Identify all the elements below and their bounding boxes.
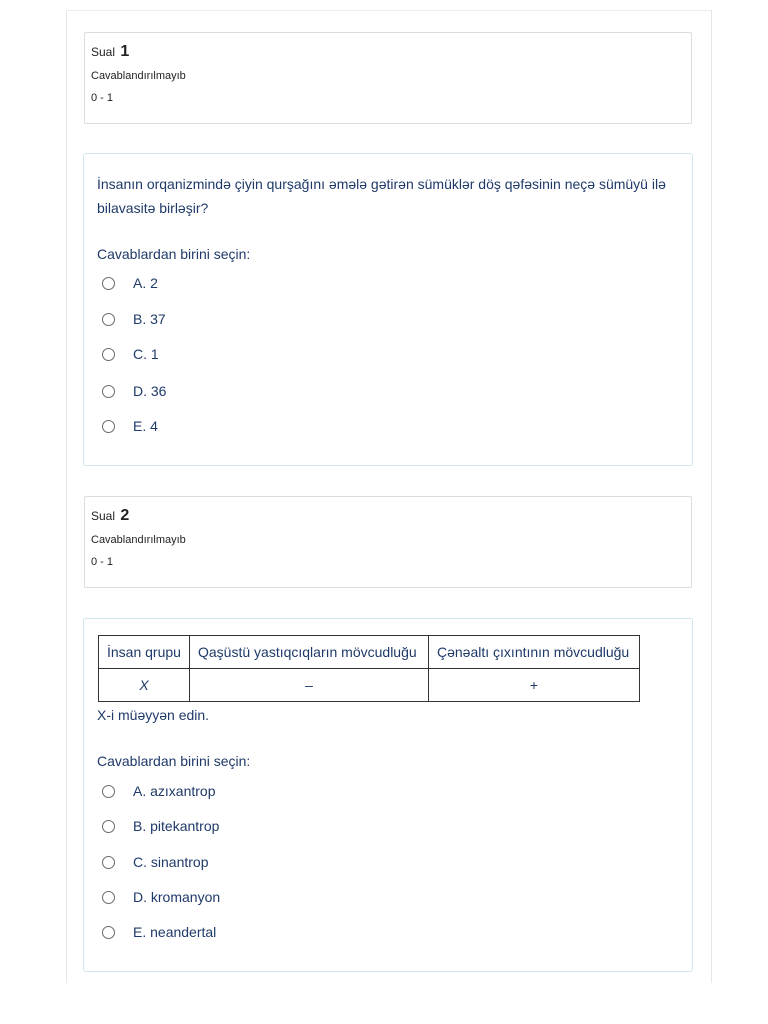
answer-option-d[interactable]: [102, 886, 220, 908]
question-number: [91, 507, 685, 525]
table-header-cell: Qaşüstü yastıqcıqların mövcudluğu: [190, 636, 429, 669]
answer-option-a[interactable]: [102, 272, 158, 294]
radio-button[interactable]: [102, 856, 115, 869]
question-number-value: 2: [120, 507, 130, 524]
question-label: Sual: [91, 45, 116, 59]
table-header-cell: Çənəaltı çıxıntının mövcudluğu: [429, 636, 640, 669]
question-table: [98, 635, 640, 702]
radio-button[interactable]: [102, 348, 115, 361]
answer-option-d[interactable]: [102, 380, 166, 402]
answer-option-b[interactable]: [102, 308, 166, 330]
answer-option-e[interactable]: [102, 921, 216, 943]
table-cell: X: [99, 669, 190, 702]
option-label: D. 36: [133, 383, 167, 399]
question-1-info: [84, 32, 692, 124]
radio-button[interactable]: [102, 926, 115, 939]
option-label: A. 2: [133, 275, 158, 291]
option-label: C. 1: [133, 346, 159, 362]
answer-option-c[interactable]: [102, 851, 208, 873]
answer-prompt: Cavablardan birini seçin:: [97, 753, 251, 769]
radio-button[interactable]: [102, 277, 115, 290]
option-label: A. azıxantrop: [133, 783, 216, 799]
table-header-cell: İnsan qrupu: [99, 636, 190, 669]
radio-button[interactable]: [102, 313, 115, 326]
radio-button[interactable]: [102, 420, 115, 433]
question-text: İnsanın orqanizmində çiyin qurşağını əmələ gətirən sümüklər döş qəfəsinin neçə sümüyü ilə bilavasitə birləşir?: [97, 176, 666, 216]
answer-option-b[interactable]: [102, 815, 219, 837]
question-2-content: [83, 618, 693, 972]
answer-option-c[interactable]: [102, 343, 159, 365]
radio-button[interactable]: [102, 891, 115, 904]
option-label: E. 4: [133, 418, 158, 434]
radio-button[interactable]: [102, 785, 115, 798]
option-label: B. pitekantrop: [133, 818, 220, 834]
option-label: B. 37: [133, 311, 166, 327]
answer-option-e[interactable]: [102, 415, 158, 437]
option-label: E. neandertal: [133, 924, 217, 940]
table-header-row: [99, 636, 640, 669]
question-label: Sual: [91, 509, 116, 523]
option-label: D. kromanyon: [133, 889, 221, 905]
question-state: Cavablandırılmayıb: [91, 70, 186, 82]
question-number-value: 1: [120, 43, 130, 60]
table-cell: +: [429, 669, 640, 702]
option-label: C. sinantrop: [133, 854, 209, 870]
question-1-content: [83, 153, 693, 466]
answer-option-a[interactable]: [102, 780, 216, 802]
table-row: [99, 669, 640, 702]
table-cell: –: [190, 669, 429, 702]
question-state: Cavablandırılmayıb: [91, 534, 186, 546]
question-grade: 0 - 1: [91, 556, 114, 568]
question-grade: 0 - 1: [91, 92, 114, 104]
radio-button[interactable]: [102, 385, 115, 398]
answer-prompt: Cavablardan birini seçin:: [97, 246, 251, 262]
question-text: X-i müəyyən edin.: [97, 707, 210, 723]
question-2-info: [84, 496, 692, 588]
radio-button[interactable]: [102, 820, 115, 833]
question-number: [91, 43, 685, 61]
